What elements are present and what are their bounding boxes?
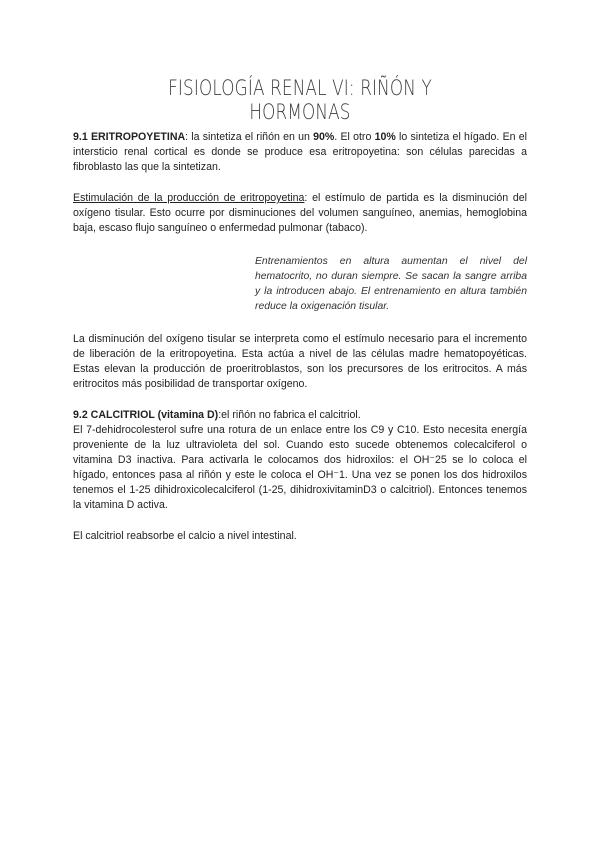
- oxygen-paragraph: La disminución del oxígeno tisular se interpreta como el estímulo necesario para el incremento de liberación de la eritropoyetina. Esta actúa a nivel de las células madre hematopoyéticas. Estas elevan la producción de proeritroblastos, son los precursores de los eritrocitos. A más eritrocitos más posibilidad de transportar oxígeno.: [73, 333, 527, 390]
- section-calcitriol: [73, 408, 527, 513]
- final-paragraph: El calcitriol reabsorbe el calcio a nivel intestinal.: [73, 530, 297, 542]
- section-heading: 9.1 ERITROPOYETINA: [73, 131, 186, 143]
- calcitriol-body: El 7-dehidrocolesterol sufre una rotura de un enlace entre los C9 y C10. Esto necesita energía proveniente de la luz ultravioleta del sol. Cuando esto sucede obtenemos colecalciferol o vitamina D3 inactiva. Para activarla le colocamos dos hidroxilos: el OH⁻25 se lo coloca el hígado, entonces pasa al riñón y este le coloca el OH⁻1. Una vez se ponen los dos hidroxilos tenemos el 1-25 dihidroxicolecalciferol (1-25, dihidroxivitaminD3 o calcitriol). Entonces tenemos la vitamina D activa.: [73, 424, 527, 511]
- calcitriol-heading-line: [73, 408, 527, 423]
- stimulation-label: Estimulación de la producción de eritropoyetina: [73, 192, 305, 204]
- stimulation-paragraph: [73, 191, 527, 236]
- section-text: : la sintetiza el riñón en un: [185, 131, 314, 143]
- altitude-training-note: Entrenamientos en altura aumentan el nivel del hematocrito, no duran siempre. Se sacan la sangre arriba y la introducen abajo. El entrenamiento en altura también reduce la oxigenación tisular.: [255, 256, 527, 312]
- percent-liver: 10%: [374, 131, 396, 143]
- section-text: . El otro: [334, 131, 375, 143]
- calcitriol-intro: :el riñón no fabrica el calcitriol.: [218, 409, 361, 421]
- percent-kidney: 90%: [313, 131, 335, 143]
- page-title: FISIOLOGÍA RENAL VI: RIÑÓN Y HORMONAS: [168, 76, 432, 124]
- section-eritropoyetina: [73, 130, 527, 175]
- section-heading: 9.2 CALCITRIOL (vitamina D): [73, 409, 219, 421]
- stimulation-text: : el estímulo de partida es la disminución del oxígeno tisular. Esto ocurre por disminuciones del volumen sanguíneo, anemias, hemoglobina baja, escaso flujo sanguíneo o enfermedad pulmonar (tabaco).: [73, 192, 527, 234]
- section-text: lo sintetiza el hígado. En el intersticio renal cortical es donde se produce esa eritropoyetina: son células parecidas a fibroblasto las que la sintetizan.: [73, 131, 527, 173]
